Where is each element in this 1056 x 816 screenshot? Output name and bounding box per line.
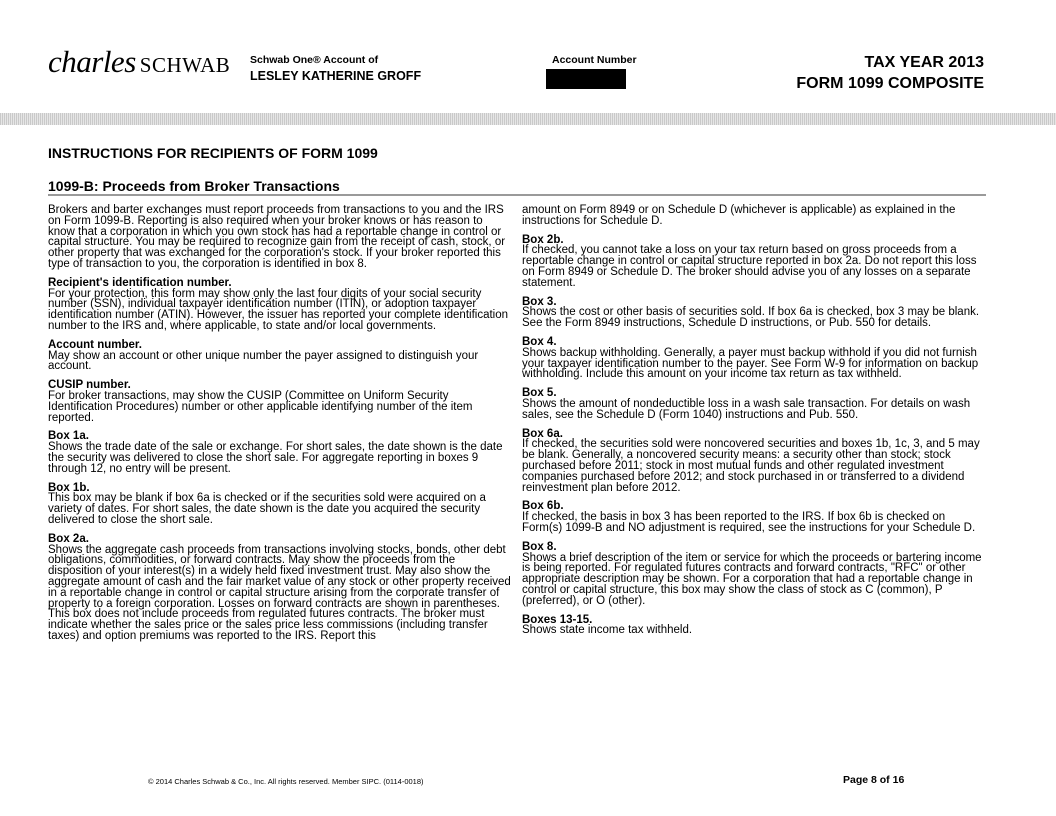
box-2a-title: Box 2a. — [48, 532, 89, 545]
box-5-title: Box 5. — [522, 387, 557, 400]
account-number-text: May show an account or other unique number the payer assigned to distinguish your account. — [48, 349, 479, 373]
box-3-section — [522, 297, 988, 329]
box-6b-title: Box 6b. — [522, 500, 564, 513]
box-5-section — [522, 388, 988, 420]
logo-script-text: charles — [48, 44, 136, 79]
box-6b-section — [522, 501, 988, 533]
section-rule — [48, 194, 986, 196]
box-2a-section — [48, 534, 512, 642]
tax-year-block — [796, 53, 984, 93]
box-5-text: Shows the amount of nondeductible loss in a wash sale transaction. For details on wash sales, see the Schedule D (Form 1040) instructions and Pub. 550. — [522, 397, 971, 421]
account-number-block — [552, 54, 637, 89]
tax-year: TAX YEAR 2013 — [864, 54, 984, 71]
account-number-title: Account number. — [48, 338, 142, 351]
box-1b-title: Box 1b. — [48, 481, 90, 494]
recipient-id-title: Recipient's identification number. — [48, 276, 232, 289]
box-1b-section — [48, 483, 512, 526]
left-column — [48, 205, 512, 642]
charles-schwab-logo — [48, 44, 230, 80]
copyright-footer: © 2014 Charles Schwab & Co., Inc. All rights reserved. Member SIPC. (0114-0018) — [148, 777, 424, 786]
box-3-text: Shows the cost or other basis of securities sold. If box 6a is checked, box 3 may be blank. See the Form 8949 instructions, Schedule D instructions, or Pub. 550 for details. — [522, 306, 980, 330]
logo-caps-text: SCHWAB — [139, 53, 231, 77]
box-8-section — [522, 542, 988, 607]
box-4-text: Shows backup withholding. Generally, a payer must backup withhold if you did not furnish your taxpayer identification number to the payer. See Form W-9 for information on backup withholding. Include this amount on your income tax return as tax withheld. — [522, 346, 979, 381]
account-holder-name: LESLEY KATHERINE GROFF — [250, 69, 422, 83]
box-1a-title: Box 1a. — [48, 430, 89, 443]
account-of-label: Schwab One® Account of — [250, 54, 379, 66]
form-title: FORM 1099 COMPOSITE — [796, 75, 984, 92]
account-number-label: Account Number — [552, 54, 637, 66]
page-number: Page 8 of 16 — [843, 774, 905, 786]
main-heading: INSTRUCTIONS FOR RECIPIENTS OF FORM 1099 — [48, 145, 378, 161]
box-6a-title: Box 6a. — [522, 427, 563, 440]
account-number-section — [48, 340, 512, 372]
cusip-text: For broker transactions, may show the CUSIP (Committee on Uniform Security Identification Procedures) number or other applicable identifying number of the item reported. — [48, 389, 473, 424]
recipient-id-text: For your protection, this form may show only the last four digits of your social security number (SSN), individual taxpayer identification number (ITIN), or adoption taxpayer identification number (ATIN). However, the issuer has reported your complete identification number to the IRS and, where applicable, to state and/or local governments. — [48, 287, 509, 332]
box-4-section — [522, 337, 988, 380]
box-1b-text: This box may be blank if box 6a is checked or if the securities sold were acquired on a variety of dates. For short sales, the date shown is the date you acquired the security delivered to close the short sale. — [48, 492, 486, 526]
box-2b-text: If checked, you cannot take a loss on your tax return based on gross proceeds from a reportable change in control or capital structure reported in box 2a. Do not report this loss on Form 8949 or Schedule D. The broker should advise you of any losses on a separate statement. — [522, 244, 977, 289]
box-2a-text: Shows the aggregate cash proceeds from transactions involving stocks, bonds, other debt obligations, commodities, or forward contracts. May show the proceeds from the disposition of your interest(s) in a widely held fixed investment trust. May also show the aggregate amount of cash and the fair market value of any stock or other property received in a reportable change in control or capital structure arising from the corporate transfer of property to a foreign corporation. Losses on forward contracts are shown in parentheses. This box does not include proceeds from regulated futures contracts. — [48, 543, 511, 621]
header-divider-band — [0, 113, 1056, 125]
cusip-title: CUSIP number. — [48, 379, 131, 392]
box-8-text: Shows a brief description of the item or service for which the proceeds or bartering income is being reported. For regulated futures contracts and forward contracts, "RFC" or other appropriate description may be shown. For a corporation that had a reportable change in control or capital structure, this box may show the class of stock as C (common), P (preferred), or O (other). — [522, 551, 982, 607]
box-8-title: Box 8. — [522, 540, 557, 553]
box-6a-text: If checked, the securities sold were noncovered securities and boxes 1b, 1c, 3, and 5 may be blank. Generally, a noncovered security means: a security other than stock; stock purchased before 2011; stock in most mutual funds and other regulated investment companies purchased before 2012; and stock purchased in or transferred to a dividend reinvestment plan before 2012. — [522, 438, 980, 494]
intro-paragraph: Brokers and barter exchanges must report proceeds from transactions to you and the IRS on Form 1099-B. Reporting is also required when your broker knows or has reason to know that a corporation in which you own stock has had a reportable change in control or capital structure. You may be required to recognize gain from the receipt of cash, stock, or other property that was exchanged for the corporation's stock. If your broker reported this type of transaction to you, the corporation is identified in box 8. — [48, 204, 506, 270]
continued-paragraph: amount on Form 8949 or on Schedule D (whichever is applicable) as explained in the instructions for Schedule D. — [522, 204, 956, 227]
box-1a-section — [48, 431, 512, 474]
box-2b-section — [522, 235, 988, 289]
box-4-title: Box 4. — [522, 335, 557, 348]
account-holder-block — [250, 54, 421, 83]
account-number-redaction — [546, 69, 626, 89]
right-column — [522, 205, 988, 636]
boxes-13-15-section — [522, 615, 988, 637]
box-6b-text: If checked, the basis in box 3 has been reported to the IRS. If box 6b is checked on Form(s) 1099-B and NO adjustment is required, see the instructions for your Schedule D. — [522, 511, 976, 534]
box-2b-title: Box 2b. — [522, 233, 564, 246]
cusip-section — [48, 380, 512, 423]
box-1a-text: Shows the trade date of the sale or exchange. For short sales, the date shown is the date the security was delivered to close the short sale. For aggregate reporting in boxes 9 through 12, no entry will be present. — [48, 441, 503, 475]
boxes-13-15-text: Shows state income tax withheld. — [522, 624, 693, 637]
box-6a-section — [522, 429, 988, 494]
box-2a-text-continued: The broker must indicate whether the sales price or the sales price less commissions (including transfer taxes) and option premiums was reported to the IRS. Report this — [48, 608, 488, 642]
section-heading: 1099-B: Proceeds from Broker Transactions — [48, 178, 340, 194]
box-3-title: Box 3. — [522, 295, 557, 308]
recipient-id-section — [48, 278, 512, 332]
boxes-13-15-title: Boxes 13-15. — [522, 613, 593, 626]
